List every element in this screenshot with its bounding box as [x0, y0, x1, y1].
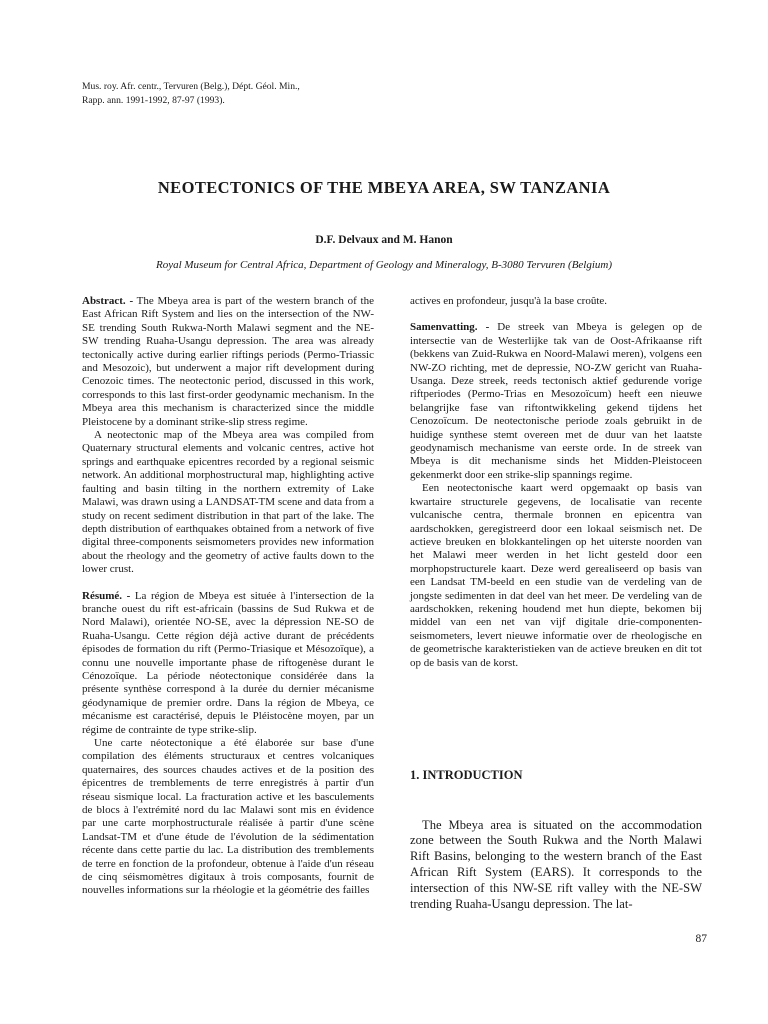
- paper-authors: D.F. Delvaux and M. Hanon: [315, 234, 453, 246]
- resume-label: Résumé. -: [82, 589, 131, 602]
- resume-paragraph-2: [82, 737, 374, 898]
- citation-line-2: Rapp. ann. 1991-1992, 87-97 (1993).: [82, 94, 225, 106]
- resume-section: [82, 590, 374, 898]
- resume-continuation-space: actives en profondeur, jusqu'à la base croûte.: [410, 295, 608, 307]
- citation-line-1: Mus. roy. Afr. centr., Tervuren (Belg.), Dépt. Géol. Min.,: [82, 81, 300, 92]
- abstract-label: Abstract. -: [82, 295, 134, 307]
- journal-citation: [82, 80, 300, 107]
- introduction-heading: 1. INTRODUCTION: [410, 768, 523, 782]
- abstract-section: [82, 295, 374, 577]
- resume-text-2: Une carte néotectonique a été élaborée sur base d'une compilation des éléments structuraux et centres volcaniques quaternaires, des sources chaudes actives et de la position des épicentres de tremblements de terre enregistrés à partir d'un réseau sismique local. La fracturation active et les basculements de blocs à l'extrémité nord du lac Malawi sont mis en évidence par une carte morphostructurale réalisée à partir d'une scène Landsat-TM et d'une étude de l'évolution de la sédimentation récente dans cette partie du lac. La distribution des tremblements de terre en fonction de la profondeur, obtenue à l'aide d'un réseau de cinq séismomètres digitaux à trois composants, fournit de nouvelles informations sur la rhéologie et la géométrie des failles: [82, 737, 374, 897]
- left-column: [82, 295, 374, 898]
- right-column: [410, 295, 702, 670]
- resume-paragraph-1: [82, 590, 374, 737]
- abstract-paragraph-2: A neotectonic map of the Mbeya area was compiled from Quaternary structural elements and volcanic centres, active hot springs and earthquake epicentres recorded by a regional seismic network. An additional morphostructural map, highlighting active faulting and basin tilting in the northern extremity of Lake Malawi, was drawn using a LANDSAT-TM scene and data from a study on recent sediment distribution in that part of the lake. The depth distribution of earthquakes obtained from a network of five digital three-components seismometers provides new information about the rheology and the geometry of active faults down to the lower crust.: [82, 429, 374, 576]
- samenvatting-paragraph-2: Een neotectonische kaart werd opgemaakt op basis van kwartaire structurele gegevens, de localisatie van recente vulcanische centra, thermale bronnen en epicentra van aardschokken, geregistreerd door een lokaal seismisch net. De actieve breuken en blokkantelingen op het uiterste noorden van het Malawi meer werden in het licht gesteld door een morphopstructurele kaart. Deze werd gerealiseerd op basis van een Landsat TM-beeld en een studie van de verdeling van de jongste sedimenten in dat deel van het meer. De verdeling van de aardschokken, rekening houdend met hun diepte, bekomen bij middel van een net van vijf digitale drie-componenten-seismometers, levert nieuwe informatie over de rheologische en de geometrische karakteristieken van de actieve breuken en dit tot op de basis van de korst.: [410, 482, 702, 669]
- resume-text-1: La région de Mbeya est située à l'intersection de la branche ouest du rift est-africain (bassins de Sud Rukwa et de Nord Malawi), orientée NO-SE, avec la dépression NE-SO de Ruaha-Usangu. Cette région déjà active durant de précédents épisodes de formation du rift (Permo-Triasique et Mésozoïque), a connu une nouvelle importante phase de riftogenèse durant le Cénozoïque. La période néotectonique considérée dans la présente synthèse correspond à la durée du dernier mécanisme géodynamique de premier ordre. Dans la région de Mbeya, ce mécanisme est caractérisé, depuis le Pléistocène moyen, par un régime de contrainte de type strike-slip.: [82, 589, 374, 736]
- page-number: 87: [695, 933, 707, 945]
- samenvatting-paragraph-1: [410, 321, 702, 482]
- abstract-text-1: The Mbeya area is part of the western branch of the East African Rift System and lies on the intersection of the NW-SE trending South Rukwa-North Malawi segment and the NE-SW trending Ruaha-Usangu depression. The area was already tectonically active during earlier riftings periods (Permo-Triassic and Mesozoic), but underwent a major rift development during Cenozoic times. The neotectonic period, discussed in this work, corresponds to this last first-order geodynamic mechanism. In the Mbeya area this mechanism is characterized since the middle Pleistocene by a dominant strike-slip stress regime.: [82, 295, 374, 428]
- paper-title: NEOTECTONICS OF THE MBEYA AREA, SW TANZANIA: [157, 178, 611, 197]
- introduction-text: The Mbeya area is situated on the accommodation zone between the South Rukwa and the North Malawi Rift Basins, belonging to the western branch of the East African Rift System (EARS). It corresponds to the intersection of this NW-SE rift valley with the NE-SW trending Ruaha-Usangu depression. The lat-: [410, 817, 702, 911]
- abstract-paragraph-1: [82, 295, 374, 429]
- samenvatting-section: [410, 321, 702, 670]
- samenvatting-label: Samenvatting. -: [410, 321, 490, 334]
- author-affiliation: Royal Museum for Central Africa, Department of Geology and Mineralogy, B-3080 Tervuren (Belgium): [155, 259, 613, 271]
- samenvatting-text-1: De streek van Mbeya is gelegen op de intersectie van de Westerlijke tak van de Oost-Afrikaanse rift (bekkens van Zuid-Rukwa en Noord-Malawi meren), volgens een NW-ZO richting, met de depressie, NO-ZW gericht van Ruaha-Usanga. Deze streek, reeds tectonisch aktief gedurende vorige riftperiodes (Permo-Trias en Mesozoïcum) heeft een nieuwe belangrijke fase van riftontwikkeling gekend tijdens het Cenozoïcum. De neotectonische periode zoals gebruikt in de huidige synthese stemt overeen met de duur van het laatste geodynamisch mechanisme van eerste orde. In de streek van Mbeya is dit mechanisme sinds het Midden-Pleistoceen gekenmerkt door een strike-slip spannings regime.: [410, 321, 702, 481]
